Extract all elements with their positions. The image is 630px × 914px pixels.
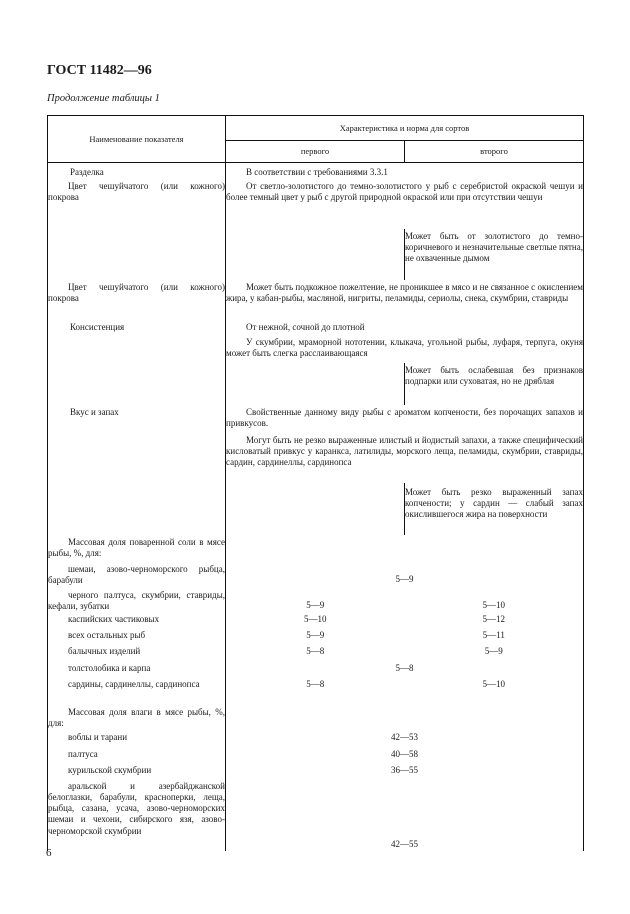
requirement-text: Свойственные данному виду рыбы с ароматом копчености, без порочащих запахов и привкусов. [226, 405, 584, 433]
table-row [48, 781, 584, 851]
value-second-grade: 5—11 [405, 630, 584, 646]
indicator-name: Массовая доля влаги в мясе рыбы, %, для: [48, 705, 226, 732]
indicator-name: палтуса [48, 749, 226, 765]
table-row [48, 732, 584, 749]
page-number: 6 [46, 847, 52, 859]
indicator-name: Разделка [48, 163, 226, 179]
column-header-grade-group: Характеристика и норма для сортов [226, 116, 584, 141]
requirement-text: Может быть подкожное пожелтение, не проникшее в мясо и не связанное с окислением жира, у кабан-рыбы, масляной, нигриты, пеламиды, сериолы, снека, скумбрии, ставриды [226, 280, 584, 320]
indicator-name: балычных изделий [48, 646, 226, 663]
indicator-name: каспийских частиковых [48, 614, 226, 630]
table-row [48, 335, 584, 363]
table-row [48, 663, 584, 679]
table-row [48, 749, 584, 765]
requirement-text: В соответствии с требованиями 3.3.1 [226, 163, 584, 179]
second-grade-text: Может быть от золотистого до темно-коричневого и незначительные светлые пятна, не охваченные дымом [405, 229, 584, 280]
table-row [48, 229, 584, 280]
indicator-name: всех остальных рыб [48, 630, 226, 646]
value-second-grade: 5—10 [405, 588, 584, 614]
indicator-name: Вкус и запах [48, 405, 226, 433]
value-first-grade: 5—9 [226, 630, 405, 646]
indicator-name: воблы и тарани [48, 732, 226, 749]
column-header-first-grade: первого [226, 141, 405, 163]
indicator-name: аральской и азербайджанской белоглазки, барабули, красноперки, леща, рыбца, сазана, усача, азово-черноморских шемаи и чехони, сибирского язя, азово-черноморской скумбрии [48, 781, 226, 851]
indicator-name: черного палтуса, скумбрии, ставриды, кефали, зубатки [48, 588, 226, 614]
value-first-grade: 5—8 [226, 646, 405, 663]
indicator-name: Массовая доля поваренной соли в мясе рыбы, %, для: [48, 535, 226, 562]
table-row [48, 646, 584, 663]
table-row [48, 405, 584, 433]
table-row [48, 483, 584, 535]
table-row [48, 679, 584, 705]
indicator-name: шемаи, азово-черноморского рыбца, барабули [48, 562, 226, 588]
requirement-text: От светло-золотистого до темно-золотистого у рыб с серебристой окраской чешуи и более темный цвет у рыб с другой природной окраской или при отсутствии чешуи [226, 179, 584, 229]
value-second-grade: 5—9 [405, 646, 584, 663]
indicator-name: Цвет чешуйчатого (или кожного) покрова [48, 179, 226, 229]
table-row [48, 562, 584, 588]
quality-indicators-table [47, 115, 584, 851]
table-row [48, 535, 584, 562]
table-row [48, 163, 584, 179]
table-row [48, 765, 584, 781]
value-second-grade: 5—10 [405, 679, 584, 705]
value-both-grades: 40—58 [226, 749, 584, 765]
value-first-grade: 5—8 [226, 679, 405, 705]
value-both-grades: 42—55 [226, 781, 584, 851]
indicator-name: Консистенция [48, 320, 226, 335]
requirement-text: Могут быть не резко выраженные илистый и йодистый запахи, а также специфический кисловатый привкус у каранкса, латилиды, морского леща, пеламиды, скумбрии, ставриды, сардин, сардинеллы, сардинопса [226, 433, 584, 483]
table-row [48, 179, 584, 229]
indicator-name: сардины, сардинеллы, сардинопса [48, 679, 226, 705]
indicator-name: курильской скумбрии [48, 765, 226, 781]
value-first-grade: 5—10 [226, 614, 405, 630]
document-title: ГОСТ 11482—96 [47, 63, 152, 78]
value-both-grades: 36—55 [226, 765, 584, 781]
table-row [48, 630, 584, 646]
value-first-grade: 5—9 [226, 588, 405, 614]
requirement-text: У скумбрии, мраморной нототении, клыкача, угольной рыбы, луфаря, терпуга, окуня может быть слегка расслаивающаяся [226, 335, 584, 363]
requirement-text: От нежной, сочной до плотной [226, 320, 584, 335]
table-row [48, 588, 584, 614]
value-both-grades: 5—8 [226, 663, 584, 679]
table-row [48, 614, 584, 630]
second-grade-text: Может быть резко выраженный запах копчености; у сардин — слабый запах окислившегося жира на поверхности [405, 483, 584, 535]
table-row [48, 280, 584, 320]
table-row [48, 705, 584, 732]
table-row [48, 363, 584, 405]
table-row [48, 320, 584, 335]
value-second-grade: 5—12 [405, 614, 584, 630]
column-header-indicator-name: Наименование показателя [48, 116, 226, 163]
value-both-grades: 42—53 [226, 732, 584, 749]
table-continuation-caption: Продолжение таблицы 1 [47, 93, 160, 104]
table-row [48, 433, 584, 483]
indicator-name: толстолобика и карпа [48, 663, 226, 679]
indicator-name: Цвет чешуйчатого (или кожного) покрова [48, 280, 226, 320]
value-both-grades: 5—9 [226, 562, 584, 588]
second-grade-text: Может быть ослабевшая без признаков подпарки или суховатая, но не дряблая [405, 363, 584, 405]
column-header-second-grade: второго [405, 141, 584, 163]
